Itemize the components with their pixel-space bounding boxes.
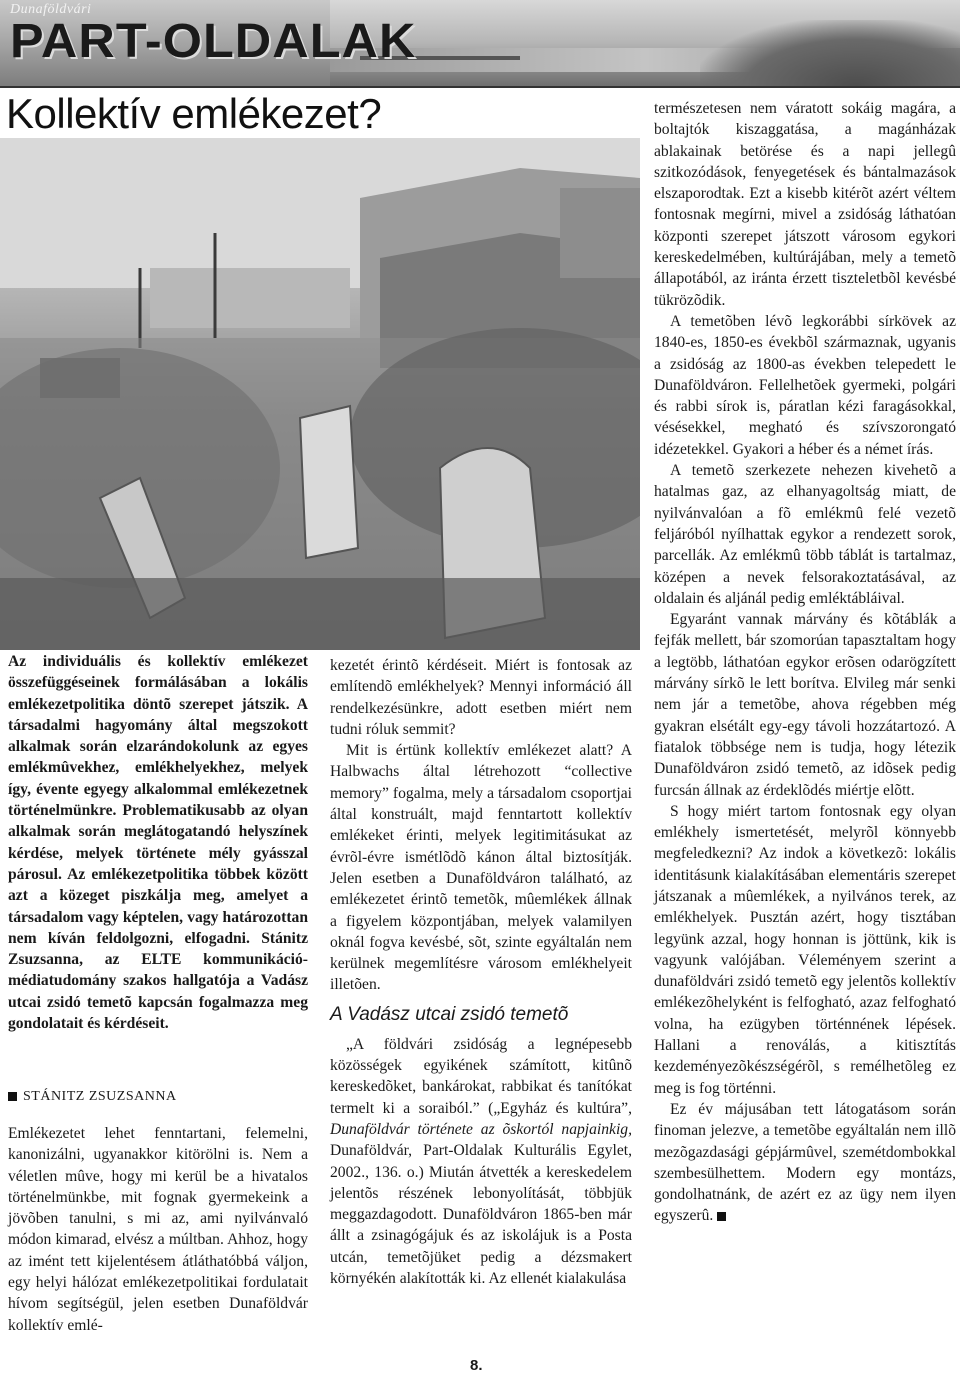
- bullet-square-icon: [8, 1092, 17, 1101]
- article-lead: Az individuális és kollektív emlékezet összefüggéseinek formálásában a lokális emlékezetpolitika döntõ szerepet játszik. A társadalmi hagyomány által megszokott alkalmak során elzarándokolunk az egyes emlékmûvekhez, emlékhelyekhez, melyek így, évente egyegy alkalommal emlékezetnek történelmünkre. Problematikusabb az olyan alkalmak során meglátogatandó helyszínek kérdése, melyek története mély gyásszal párosul. Az emlékezetpolitika többek között azt a közeget piszkálja meg, amelyet a társadalom vagy képtelen, vagy határozottan nem kíván feldolgozni, elfogadni. Stánitz Zsuzsanna, az ELTE kommunikáció-médiatudomány szakos hallgatója a Vadász utcai zsidó temetõ kapcsán fogalmazza meg gondolatait és kérdéseit.: [8, 653, 308, 1033]
- book-title: Dunaföldvár története az õskortól napjainkig,: [330, 1120, 632, 1138]
- paragraph: [654, 1099, 956, 1227]
- section-subheading: A Vadász utcai zsidó temetõ: [330, 1003, 569, 1025]
- author-name: STÁNITZ ZSUZSANNA: [23, 1089, 177, 1104]
- masthead-hills: [700, 20, 960, 86]
- column-3: [654, 98, 956, 1227]
- end-mark-icon: [717, 1212, 726, 1221]
- column-2: [330, 655, 632, 1289]
- paragraph: [330, 1034, 632, 1290]
- paragraph: kezetét érintõ kérdéseit. Miért is fontosak az említendõ emlékhelyek? Mennyi információ áll rendelkezésünkre, adott esetben miért nem tudni róluk semmit?: [330, 657, 632, 738]
- author-byline: [8, 1089, 177, 1105]
- header-rule: [0, 86, 960, 88]
- paragraph: S hogy miért tartom fontosnak egy olyan emlékhely ismertetését, melyrõl könnyebb megfeledkezni? Az indok a következõ: lokális identitásunk kialakításában elementáris szerepet játszanak a mûemlékek, a nyilvános terek, az emlékhelyek. Pusztán azért, hogy tisztában legyünk azzal, hogy honnan is jöttünk, kik is vagyunk valójában. Véleményem szerint a dunaföldvári zsidó temetõ egy jelentõs kollektív emlékezõhelyként is felfogható, azaz felfogható volna, ha ezügyben történnének lépések. Hallani a renoválás, a kitisztítás kezdeményezõkészségérõl, s remélhetõleg ez meg is fog történni.: [654, 802, 956, 1097]
- paragraph: Mit is értünk kollektív emlékezet alatt? A Halbwachs által létrehozott “collective memory” fogalma, mely a társadalom csoportjai által konstruált, majd fenntartott kollektív emlékeket érinti, melyek legitimitásukat az évrõl-évre ismétlõdõ kánon által biztosítják. Jelen esetben a Dunaföldváron található, az emlékezetet érintõ temetõk, mûemlékek állnak a figyelem központjában, melyek valamilyen oknál fogva kevésbé, sõt, szinte egyáltalán nem kerülnek megemlítésre városom emlékhelyeit illetõen.: [330, 742, 632, 994]
- article-title: Kollektív emlékezet?: [6, 90, 382, 137]
- masthead-subtitle: Dunaföldvári: [10, 2, 92, 17]
- masthead: [0, 0, 960, 86]
- paragraph-text: Dunaföldvár, Part-Oldalak Kulturális Egylet, 2002., 136. o.) Miután átvették a kereskedelem jelentõs részének lebonyolítását, többjük meggazdagodott. Dunaföldváron 1865-ben már állt a zsinagógájuk és az iskolájuk is a Posta utcán, temetõjüket pedig a dézsmakert környékén alakították ki. Az ellenét kialakulása: [330, 1142, 632, 1288]
- paragraph-text: „A földvári zsidóság a legnépesebb közösségek egyikének számított, kitûnõ kereskedõket, bankárokat, rabbikat és tanítókat termelt ki a soraiból.” („Egyház és kultúra”,: [330, 1035, 632, 1117]
- paragraph: Emlékezetet lehet fenntartani, felemelni, kanonizálni, ugyanakkor kitörölni is. Nem a véletlen mûve, hogy mi kerül be a hivatalos történelmünkbe, mit fognak gyermekeink a jövõben tanulni, s mi az, ami nyilvánvaló módon kimarad, elvész a múltban. Ahhoz, hogy az imént tett kijelentésem átláthatóbbá váljon, egy helyi hálózat emlékezetpolitikai fordulatait hívom segítségül, jelen esetben Dunaföldvár kollektív emlé-: [8, 1125, 308, 1334]
- cemetery-photo-illustration: [0, 138, 640, 650]
- paragraph: természetesen nem váratott sokáig magára, a boltajtók kiszaggatása, a magánházak ablakainak betörése és a napi jellegû szitkozódások, fenyegetések és bántalmazások elszaporodtak. Ezt a kisebb kitérõt azért véltem fontosnak megírni, mivel a zsidóság láthatóan központi szerepet játszott városom egykori kereskedelmében, kultúrájában, mely a temetõ állapotából, az iránta érzett tiszteletbõl kevésbé tükrözõdik.: [654, 100, 956, 309]
- paragraph: A temetõ szerkezete nehezen kivehetõ a hatalmas gaz, az elhanyagoltság miatt, de nyilvánvalóan a fõ emlékmû felé vezetõ feljáróból nyílhattak egykor a rendezett sorok, parcellák. Az emlékmû több táblát is tartalmaz, középen a nevek felsorakoztatásával, az oldalain és aljánál pedig emléktábláival.: [654, 462, 956, 607]
- paragraph: Egyaránt vannak márvány és kõtáblák a fejfák mellett, bár szomorúan tapasztaltam hogy a legtöbb, láthatóan egykor erõsen odarögzített márvány sírkõ le lett borítva. Elvileg már senki nem jár a temetõbe, ahova régebben még gyakran elsétált egy-egy távoli hozzátartozó. A fiatalok többsége nem is tudja, hogy létezik Dunaföldváron zsidó temetõ, az idõsek pedig furcsán állnak az érdeklõdés miértje elõtt.: [654, 611, 956, 799]
- page-number: 8.: [470, 1357, 483, 1374]
- column-1-body: [8, 1123, 308, 1336]
- paragraph-text: Ez év májusában tett látogatásom során finoman jelezve, a temetõbe egyáltalán nem illõ mezõgazdasági gépjármûvel, szemétdombokkal szembesülhettem. Modern egy montázs, gondolhatnánk, de azért ez az ügy nem ilyen egyszerû.: [654, 1100, 956, 1225]
- paragraph: A temetõben lévõ legkorábbi sírkövek az 1840-es, 1850-es évekbõl származnak, ugyanis a zsidóság az 1800-as években telepedett le Dunaföldváron. Fellelhetõek gyermeki, polgári és rabbi sírok is, páratlan kézi faragásokkal, vésésekkel, megható és szívszorongató idézetekkel. Gyakori a héber és a német írás.: [654, 312, 956, 458]
- cemetery-photo: [0, 138, 640, 650]
- masthead-title: PART-OLDALAK: [10, 15, 417, 68]
